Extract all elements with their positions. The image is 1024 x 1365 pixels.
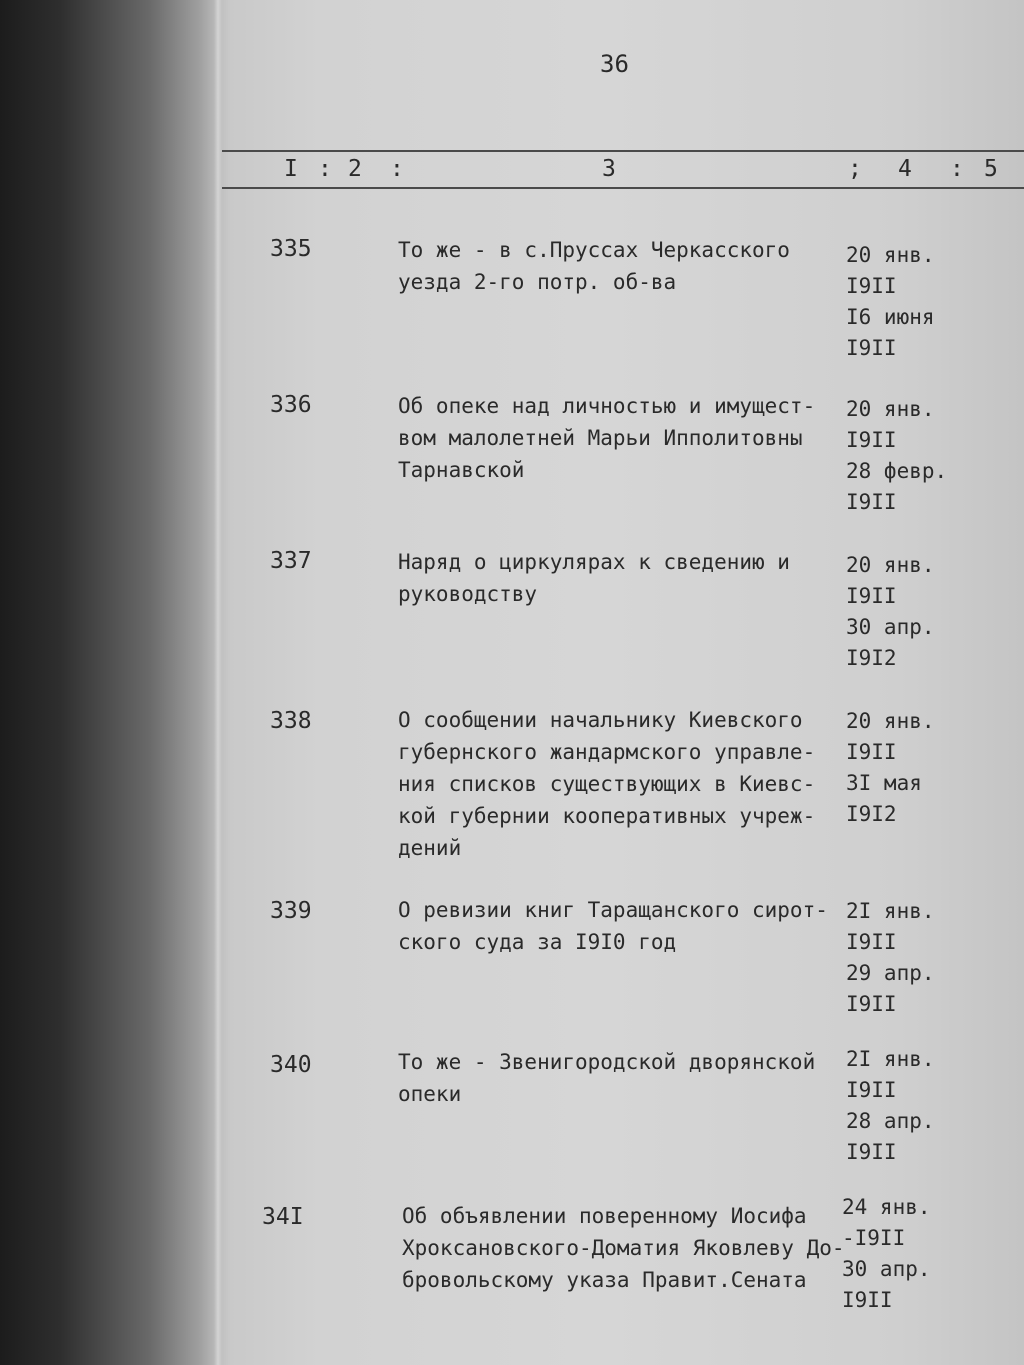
record-title-line: Тарнавской — [398, 458, 525, 482]
record-title-line: Об объявлении поверенному Иосифа — [402, 1204, 807, 1228]
record-title — [398, 546, 790, 610]
record-title — [398, 1046, 815, 1110]
record-end-year: I9II — [846, 992, 897, 1016]
record-start-date: 20 янв. — [846, 553, 935, 577]
record-title-line: дений — [398, 836, 462, 860]
record-start-date: 2I янв. — [846, 899, 935, 923]
record-end-year: I9II — [842, 1288, 893, 1312]
record-end-year: I9II — [846, 490, 897, 514]
record-start-year: I9II — [846, 1078, 897, 1102]
record-title-line: руководству — [398, 582, 538, 606]
table-header-top-rule — [222, 150, 1024, 152]
record-end-date: 3I мая — [846, 771, 922, 795]
record-number: 339 — [270, 898, 312, 924]
record-start-year: I9II — [846, 930, 897, 954]
page-binding-edge — [214, 0, 222, 1365]
record-title-line: О сообщении начальнику Киевского — [398, 708, 803, 732]
record-start-date: 2I янв. — [846, 1047, 935, 1071]
record-title-line: вом малолетней Марьи Ипполитовны — [398, 426, 803, 450]
record-end-date: 30 апр. — [846, 615, 935, 639]
column-header-2: 2 — [348, 156, 362, 182]
column-header-1: I — [284, 156, 298, 182]
record-title-line: опеки — [398, 1082, 462, 1106]
record-end-date: 28 апр. — [846, 1109, 935, 1133]
record-number: 340 — [270, 1052, 312, 1078]
record-title-line: кой губернии кооперативных учреж- — [398, 804, 816, 828]
record-start-date: 20 янв. — [846, 243, 935, 267]
column-header-4: 4 — [898, 156, 912, 182]
record-end-year: I9I2 — [846, 802, 897, 826]
record-dates — [846, 240, 935, 364]
column-header-separator: : — [390, 156, 404, 182]
record-title-line: бровольскому указа Правит.Сената — [402, 1268, 807, 1292]
record-title-line: ния списков существующих в Киевс- — [398, 772, 816, 796]
record-title-line: Наряд о циркулярах к сведению и — [398, 550, 790, 574]
column-header-separator: ; — [848, 156, 862, 182]
record-start-year: I9II — [846, 740, 897, 764]
record-end-date: 30 апр. — [842, 1257, 931, 1281]
record-number: 335 — [270, 236, 312, 262]
page-number: 36 — [600, 50, 629, 78]
record-title-line: То же - Звенигородской дворянской — [398, 1050, 816, 1074]
record-dates — [842, 1192, 931, 1316]
record-end-date: 28 февр. — [846, 459, 948, 483]
record-start-year: I9II — [846, 274, 897, 298]
record-number: 338 — [270, 708, 312, 734]
record-end-date: I6 июня — [846, 305, 935, 329]
column-header-5: 5 — [984, 156, 998, 182]
record-title-line: уезда 2-го потр. об-ва — [398, 270, 677, 294]
record-start-year: -I9II — [842, 1226, 906, 1250]
record-title-line: Об опеке над личностью и имущест- — [398, 394, 816, 418]
record-title-line: ского суда за I9I0 год — [398, 930, 677, 954]
column-header-3: 3 — [602, 156, 616, 182]
record-title-line: О ревизии книг Таращанского сирот- — [398, 898, 828, 922]
record-end-date: 29 апр. — [846, 961, 935, 985]
record-start-date: 24 янв. — [842, 1195, 931, 1219]
record-title — [398, 704, 815, 864]
record-title — [398, 390, 815, 486]
record-end-year: I9I2 — [846, 646, 897, 670]
record-number: 34I — [262, 1204, 304, 1230]
column-header-separator: : — [318, 156, 332, 182]
record-title-line: То же - в с.Пруссах Черкасского — [398, 238, 790, 262]
record-title-line: губернского жандармского управле- — [398, 740, 816, 764]
column-header-separator: : — [950, 156, 964, 182]
record-title — [398, 894, 828, 958]
record-dates — [846, 896, 935, 1020]
record-number: 336 — [270, 392, 312, 418]
record-title-line: Хроксановского-Доматия Яковлеву До- — [402, 1236, 845, 1260]
table-header-bottom-rule — [222, 187, 1024, 189]
record-start-date: 20 янв. — [846, 709, 935, 733]
record-end-year: I9II — [846, 336, 897, 360]
record-title — [398, 234, 790, 298]
record-dates — [846, 1044, 935, 1168]
record-dates — [846, 550, 935, 674]
record-dates — [846, 394, 947, 518]
record-start-date: 20 янв. — [846, 397, 935, 421]
record-title — [402, 1200, 845, 1296]
record-number: 337 — [270, 548, 312, 574]
record-start-year: I9II — [846, 584, 897, 608]
record-start-year: I9II — [846, 428, 897, 452]
record-end-year: I9II — [846, 1140, 897, 1164]
record-dates — [846, 706, 935, 830]
